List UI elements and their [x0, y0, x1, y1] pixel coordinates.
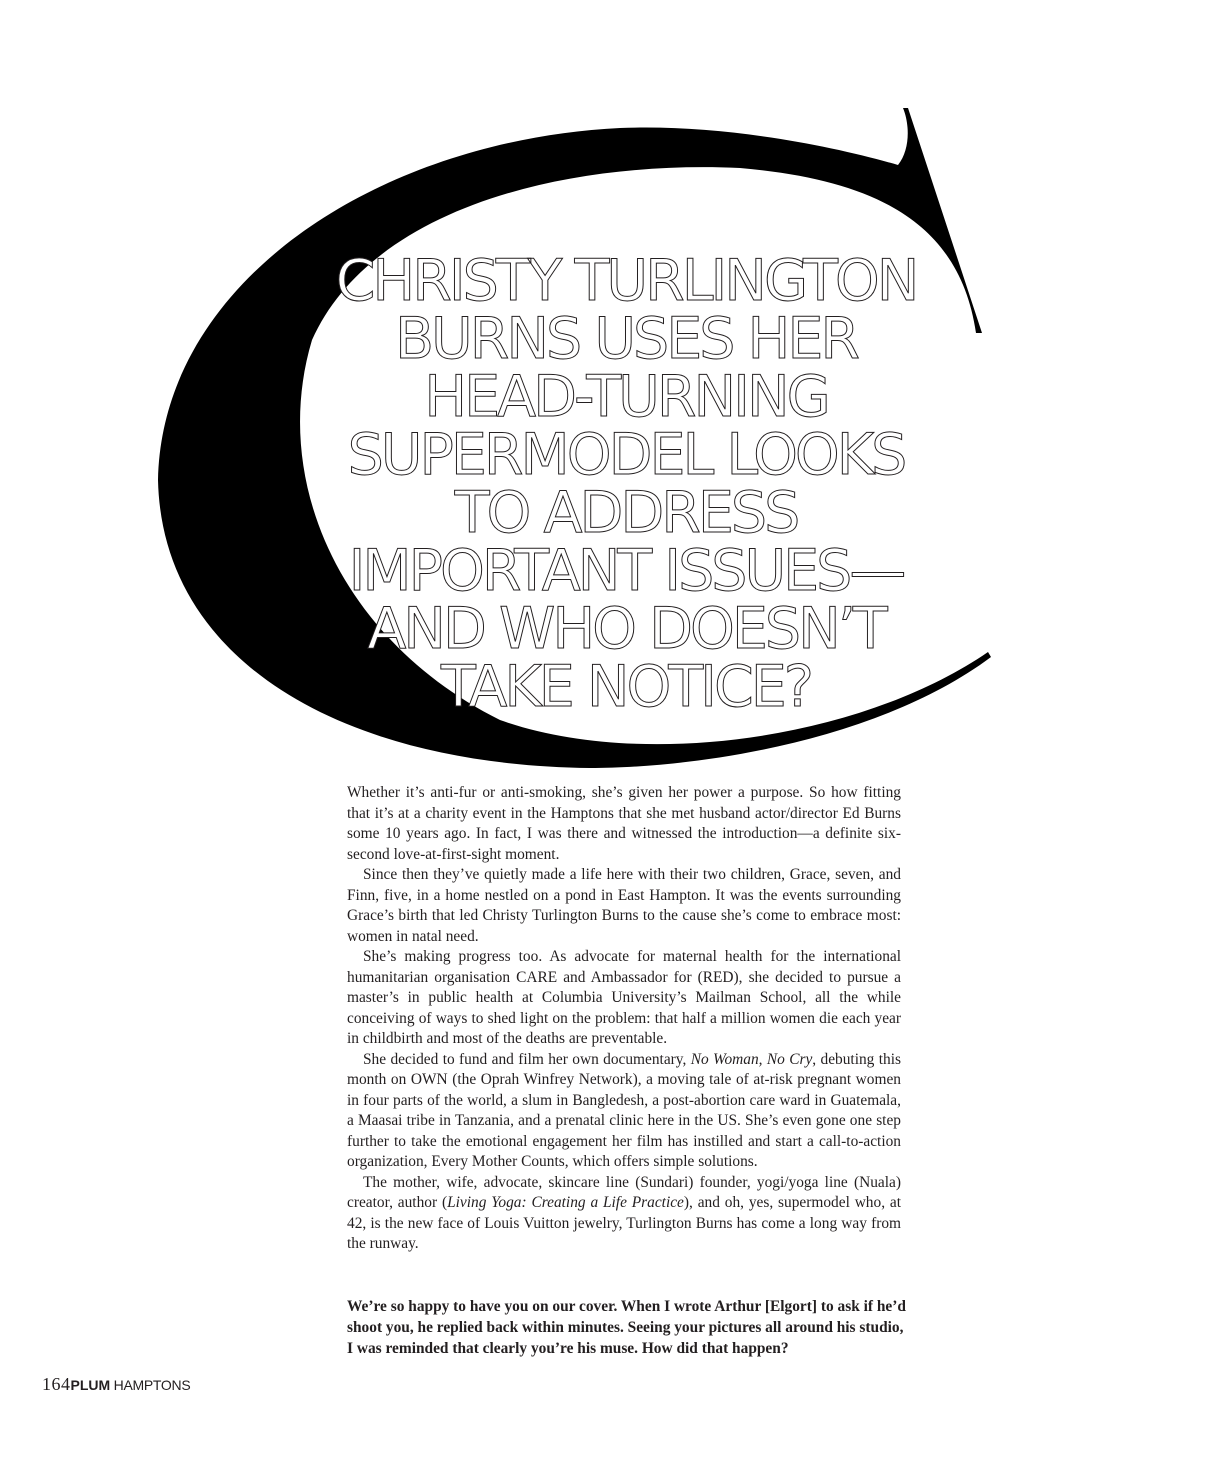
- article-paragraph: [347, 1050, 901, 1173]
- article-body: [347, 783, 901, 1255]
- article-paragraph: Whether it’s anti-fur or anti-smoking, she’s given her power a purpose. So how fitting that it’s at a charity event in the Hamptons that she met husband actor/director Ed Burns some 10 years ago. In fact, I was there and witnessed the introduction—a definite six-second love-at-first-sight moment.: [347, 784, 901, 863]
- interview-question: We’re so happy to have you on our cover. When I wrote Arthur [Elgort] to ask if he’d shoot you, he replied back within minutes. Seeing your pictures all around his studio, I was reminded that clearly you’re his muse. How did that happen?: [347, 1298, 906, 1357]
- article-paragraph: She’s making progress too. As advocate for maternal health for the international humanitarian organisation CARE and Ambassador for (RED), she decided to pursue a master’s in public health at Columbia University’s Mailman School, all the while conceiving of ways to shed light on the problem: that half a million women die each year in childbirth and most of the deaths are preventable.: [347, 948, 901, 1047]
- text-run: , debuting this month on OWN (the Oprah Winfrey Network), a moving tale of at-risk pregnant women in four parts of the world, a slum in Bangledesh, a post-abortion care ward in Guatemala, a Maasai tribe in Tanzania, and a prenatal clinic here in the US. She’s even gone one step further to take the emotional engagement her film has instilled and start a call-to-action organization, Every Mother Counts, which offers simple solutions.: [347, 1050, 901, 1170]
- magazine-name: PLUM: [70, 1377, 111, 1393]
- text-run: The mother, wife, advocate, skincare line (Sundari) founder, yogi/yoga line (Nuala) creator, author (: [347, 1173, 901, 1211]
- headline-line: IMPORTANT ISSUES—: [348, 538, 904, 604]
- page-number: 164: [42, 1374, 71, 1394]
- headline-line: BURNS USES HER: [394, 306, 858, 372]
- article-paragraph: Since then they’ve quietly made a life here with their two children, Grace, seven, and Finn, five, in a home nestled on a pond in East Hampton. It was the events surrounding Grace’s birth that led Christy Turlington Burns to the cause she’s come to embrace most: women in natal need.: [347, 866, 901, 945]
- book-title: Living Yoga: Creating a Life Practice: [447, 1194, 684, 1211]
- page-folio: [42, 1374, 190, 1395]
- headline-line: TAKE NOTICE?: [440, 654, 812, 720]
- text-run: ), and oh, yes, supermodel who, at 42, is the new face of Louis Vuitton jewelry, Turlington Burns has come a long way from the runway.: [347, 1194, 901, 1252]
- headline: [300, 248, 952, 720]
- documentary-title: No Woman, No Cry: [690, 1050, 813, 1068]
- headline-line: HEAD-TURNING: [424, 364, 828, 430]
- article-paragraph: [347, 1173, 901, 1255]
- section-name: HAMPTONS: [113, 1377, 191, 1393]
- headline-line: CHRISTY TURLINGTON: [335, 248, 917, 314]
- text-run: She decided to fund and film her own documentary,: [363, 1050, 691, 1068]
- headline-line: TO ADDRESS: [454, 480, 798, 546]
- headline-line: SUPERMODEL LOOKS: [347, 422, 905, 488]
- headline-line: AND WHO DOESN’T: [367, 596, 885, 662]
